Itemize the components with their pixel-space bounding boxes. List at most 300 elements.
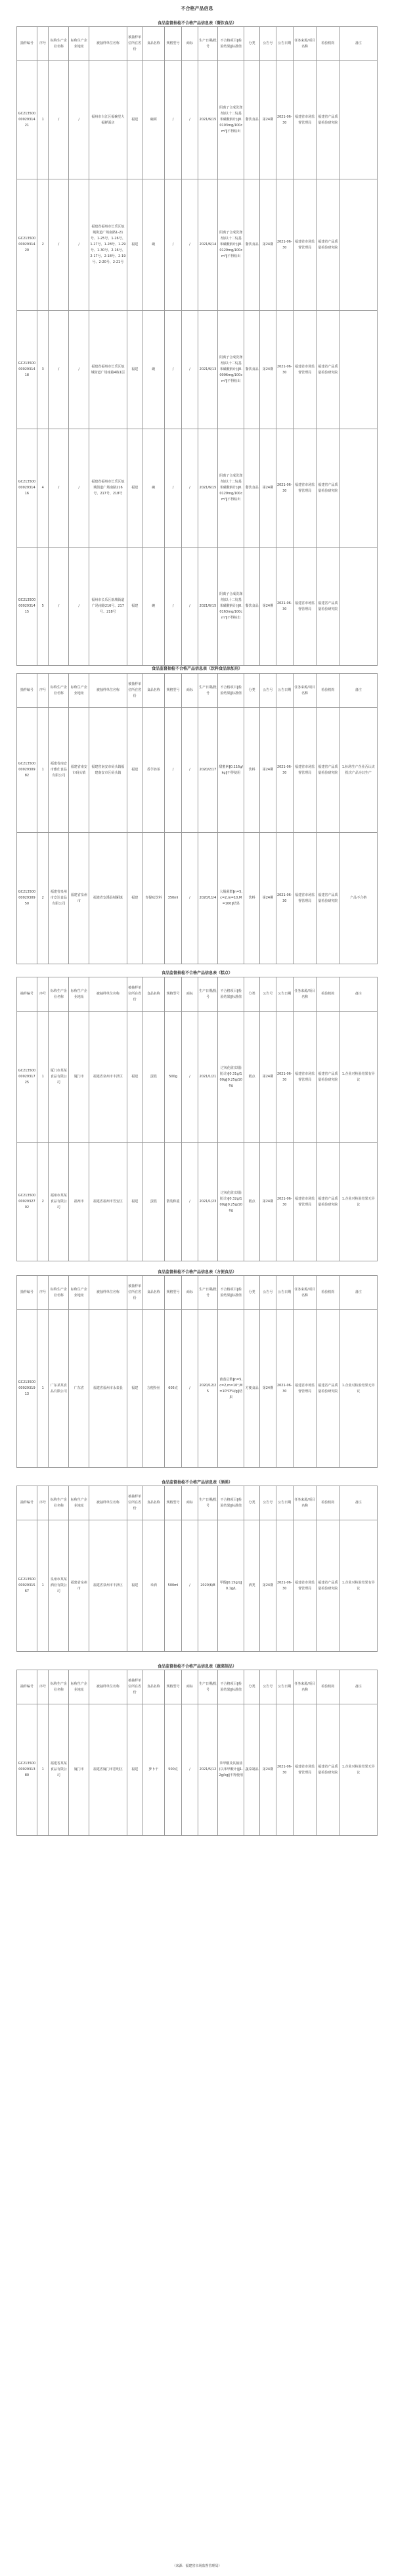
table-header-row [17,1486,378,1520]
column-header: 被抽样单位名称 [89,1670,127,1704]
table-header-row [17,977,378,1012]
table-cell: 2021/1/23 [198,1143,218,1261]
column-header: 被抽样单位所在省份 [127,674,142,708]
table-cell: 1 [37,1012,49,1143]
table-cell: / [164,548,181,666]
table-cell: 蛋糕 [142,1143,164,1261]
section-title: 食品监督抽检不合格产品信息表（饮料食品添加剂） [151,667,242,671]
table-row [17,708,378,833]
column-header: 检验机构 [317,977,339,1012]
table-cell: 2021/6/15 [198,548,218,666]
table-cell: 饮料 [244,708,260,833]
column-header: 被抽样单位名称 [89,27,127,61]
table-cell: 福建省市场监督管理局 [294,61,317,179]
table-cell: 福建省产品质量检验研究院 [317,1143,339,1261]
table-cell: / [164,429,181,548]
column-header: 检验机构 [317,1276,339,1310]
column-header: 分类 [244,1276,260,1310]
section-title: 食品监督抽检不合格产品信息表（方便食品） [157,1270,236,1275]
table-cell: 第24期 [260,1310,276,1468]
column-header: 检验机构 [317,1670,339,1704]
column-header: 不合格项目‖检验结果‖标准值 [218,1486,244,1520]
table-cell: / [182,1012,198,1143]
table-cell: 4 [37,429,49,548]
table-cell: / [69,61,89,179]
table-cell: 福建省市场监督管理局 [294,429,317,548]
table-cell: 福建省产品质量检验研究院 [317,1704,339,1836]
table-cell: / [164,61,181,179]
table-cell: / [69,311,89,429]
table-row [17,1310,378,1468]
column-header: 备注 [339,1670,377,1704]
table-cell: 餐饮食品 [244,548,260,666]
table-cell [339,548,377,666]
table-cell: 大肠菌群‖n=5,c=2,m=10,M=100‖结果 [218,833,244,964]
table-cell: 1 [37,1520,49,1652]
table-cell: 第24期 [260,1704,276,1836]
column-header: 标称生产企业地址 [69,674,89,708]
table-cell: 广东某某食品有限公司 [49,1310,69,1468]
table-cell: 2020/2/17 [198,708,218,833]
table-cell: 福建 [127,311,142,429]
table-cell: 2021-06-30 [276,1704,293,1836]
column-header: 分类 [244,1670,260,1704]
column-header: 任务来源/项目名称 [294,1276,317,1310]
section-title: 食品监督抽检不合格产品信息表（蔬菜制品） [157,1664,236,1669]
table-cell: 厦门市 [69,1012,89,1143]
table-cell: 福建省产品质量检验研究院 [317,548,339,666]
table-cell: 碗 [142,429,164,548]
footer-source: （来源：福建省市场监督管理局） [172,2564,222,2568]
table-cell: 菌落总数‖n=5,c=2,m=10⁴,M=10⁵CFU/g‖结果 [218,1310,244,1468]
column-header: 任务来源/项目名称 [294,977,317,1012]
table-cell: 福建 [127,1310,142,1468]
table-cell: 米酒 [142,1520,164,1652]
table-cell: 福建 [127,61,142,179]
table-cell: 萝卜干 [142,1704,164,1836]
column-header: 公告号 [260,1276,276,1310]
column-header: 序号 [37,977,49,1012]
table-cell: 2021/1/21 [198,1012,218,1143]
column-header: 不合格项目‖检验结果‖标准值 [218,27,244,61]
table-cell [339,61,377,179]
table-cell: 2021-06-30 [276,548,293,666]
column-header: 被抽样单位名称 [89,1276,127,1310]
table-cell: 福建省产品质量检验研究院 [317,1012,339,1143]
table-cell: / [182,1520,198,1652]
column-header: 公告日期 [276,27,293,61]
table-cell: 1.企业对检验结果无异议 [339,1143,377,1261]
column-header: 公告日期 [276,977,293,1012]
table-cell: 福建省市场监督管理局 [294,548,317,666]
table-cell: 福建省产品质量检验研究院 [317,833,339,964]
column-header: 序号 [37,1276,49,1310]
column-header: 备注 [339,977,377,1012]
table-cell: 福建 [127,1520,142,1652]
results-table [16,26,378,666]
table-cell: GC21350000029314 20 [17,179,37,311]
table-cell: 福建 [127,1704,142,1836]
table-cell: 2021-06-30 [276,1310,293,1468]
table-row [17,179,378,311]
table-cell: 福建省市场监督管理局 [294,708,317,833]
column-header: 序号 [37,27,49,61]
table-cell: 福建省福州市永泰县 [89,1310,127,1468]
table-cell: 散装称重 [164,1143,181,1261]
column-header: 商标 [182,674,198,708]
section-title: 食品监督抽检不合格产品信息表（糕点） [161,971,232,975]
table-cell: 广东省 [69,1310,89,1468]
column-header: 不合格项目‖检验结果‖标准值 [218,1670,244,1704]
table-cell: 方便食品 [244,1310,260,1468]
table-cell: / [182,429,198,548]
table-cell: 福建省市场监督管理局 [294,179,317,311]
table-cell: 苯甲酸及其钠盐(以苯甲酸计)‖1.2g/kg‖不得使用 [218,1704,244,1836]
table-cell: 2021-06-30 [276,833,293,964]
table-cell: 第24期 [260,708,276,833]
column-header: 食品名称 [142,1670,164,1704]
table-cell: / [182,833,198,964]
table-cell: GC21350000029314 21 [17,61,37,179]
column-header: 生产日期/批号 [198,1276,218,1310]
table-cell: / [182,179,198,311]
column-header: 抽样编号 [17,674,37,708]
table-row [17,1143,378,1261]
column-header: 不合格项目‖检验结果‖标准值 [218,977,244,1012]
table-cell: 第24期 [260,1520,276,1652]
column-header: 食品名称 [142,1486,164,1520]
column-header: 抽样编号 [17,977,37,1012]
table-cell: / [182,1704,198,1836]
table-cell: / [164,179,181,311]
table-row [17,61,378,179]
table-cell: 2021/6/15 [198,429,218,548]
table-cell: 第24期 [260,179,276,311]
table-cell: 厦门市 [69,1704,89,1836]
column-header: 规格型号 [164,977,181,1012]
column-header: 标称生产企业名称 [49,1276,69,1310]
table-cell: 阴离子合成洗涤剂(以十二烷基苯磺酸钠计)‖0.0129mg/100cm²‖不得检出 [218,429,244,548]
table-cell: 福建省市场监督管理局 [294,833,317,964]
table-cell: 福建省安溪县城厢镇 [89,833,127,964]
column-header: 规格型号 [164,27,181,61]
page-title: 不合格产品信息 [181,6,213,11]
table-cell: / [182,1143,198,1261]
table-cell: GC21350000029315 67 [17,1520,37,1652]
table-cell: 阴离子合成洗涤剂(以十二烷基苯磺酸钠计)‖0.0103mg/100cm²‖不得检出 [218,61,244,179]
table-cell: 2020/12/25 [198,1310,218,1468]
results-table [16,1275,378,1468]
table-cell: / [69,179,89,311]
table-cell: 福建省某某食品有限公司 [49,1704,69,1836]
table-cell: / [182,1310,198,1468]
column-header: 序号 [37,674,49,708]
table-cell: 1.企业对检验结果无异议 [339,1310,377,1468]
table-cell: 餐饮食品 [244,311,260,429]
table-header-row [17,1670,378,1704]
section-title: 食品监督抽检不合格产品信息表（餐饮食品） [157,21,236,26]
table-cell: 厦门市某某食品有限公司 [49,1012,69,1143]
column-header: 食品名称 [142,1276,164,1310]
table-cell: / [49,311,69,429]
table-header-row [17,1276,378,1310]
table-cell: 碗 [142,311,164,429]
column-header: 规格型号 [164,1276,181,1310]
column-header: 商标 [182,1670,198,1704]
column-header: 抽样编号 [17,1486,37,1520]
table-cell: 饮料 [244,833,260,964]
table-cell: 福建 [127,833,142,964]
table-cell [339,429,377,548]
table-cell: 香芋奶茶 [142,708,164,833]
column-header: 抽样编号 [17,27,37,61]
table-row [17,1704,378,1836]
table-cell: 福建省市场监督管理局 [294,1012,317,1143]
table-cell: 福建省市场监督管理局 [294,1310,317,1468]
table-cell [339,311,377,429]
column-header: 公告号 [260,674,276,708]
results-table [16,1670,378,1836]
table-cell: GC21350000029317 25 [17,1012,37,1143]
column-header: 备注 [339,1276,377,1310]
table-cell: 1 [37,708,49,833]
table-cell: 500克 [164,1704,181,1836]
table-cell: GC21350000029319 13 [17,1310,37,1468]
column-header: 生产日期/批号 [198,1486,218,1520]
table-cell: 2021/6/14 [198,179,218,311]
table-cell: 福建省市场监督管理局 [294,1520,317,1652]
table-cell: / [49,429,69,548]
table-cell: / [69,548,89,666]
table-cell: 1.企业对检验结果无异议 [339,1704,377,1836]
column-header: 公告号 [260,1486,276,1520]
column-header: 抽样编号 [17,1276,37,1310]
table-cell: GC21350000029314 18 [17,311,37,429]
column-header: 规格型号 [164,1670,181,1704]
column-header: 被抽样单位所在省份 [127,1670,142,1704]
table-cell: 福建省厦门市思明区 [89,1704,127,1836]
table-cell: 500g [164,1012,181,1143]
column-header: 被抽样单位所在省份 [127,27,142,61]
table-cell: 福建省南安市雅仕食品有限公司 [49,708,69,833]
table-cell: 福建 [127,548,142,666]
table-cell: 福建省产品质量检验研究院 [317,61,339,179]
table-cell: 福建省产品质量检验研究院 [317,1520,339,1652]
table-cell: 2021/5/12 [198,1704,218,1836]
column-header: 备注 [339,27,377,61]
column-header: 任务来源/项目名称 [294,27,317,61]
table-cell: GC21350000029314 15 [17,548,37,666]
table-cell: 碗 [142,179,164,311]
table-cell: 福建省福州市长乐区航城街道广场南路4栋1层 [89,311,127,429]
column-header: 标称生产企业地址 [69,1276,89,1310]
table-cell: 福建省产品质量检验研究院 [317,179,339,311]
table-cell: 福建 [127,1143,142,1261]
table-cell: 福建 [127,429,142,548]
table-cell: GC21350000029327 02 [17,1143,37,1261]
table-cell: 2021-06-30 [276,311,293,429]
table-cell [339,179,377,311]
table-row [17,429,378,548]
table-cell: 2 [37,833,49,964]
table-cell: / [164,708,181,833]
table-row [17,833,378,964]
column-header: 商标 [182,1486,198,1520]
table-cell: 2020/11/4 [198,833,218,964]
table-row [17,1012,378,1143]
column-header: 抽样编号 [17,1670,37,1704]
column-header: 标称生产企业名称 [49,977,69,1012]
column-header: 标称生产企业地址 [69,1670,89,1704]
column-header: 公告号 [260,977,276,1012]
column-header: 任务来源/项目名称 [294,674,317,708]
table-cell: 泉州市某某酒业有限公司 [49,1520,69,1652]
table-cell: 福建省产品质量检验研究院 [317,311,339,429]
table-cell: GC21350000029309 82 [17,708,37,833]
column-header: 标称生产企业名称 [49,674,69,708]
table-cell: 福建省泉州市丰泽区 [89,1012,127,1143]
table-cell: 2021-06-30 [276,708,293,833]
table-cell: 3 [37,311,49,429]
table-cell: 酒类 [244,1520,260,1652]
column-header: 检验机构 [317,674,339,708]
table-cell: 第24期 [260,311,276,429]
table-cell: 1 [37,1310,49,1468]
column-header: 规格型号 [164,1486,181,1520]
table-cell: 福建省市场监督管理局 [294,1704,317,1836]
column-header: 任务来源/项目名称 [294,1670,317,1704]
column-header: 公告日期 [276,1670,293,1704]
table-cell: 福建 [127,179,142,311]
table-cell: 餐饮食品 [244,61,260,179]
column-header: 标称生产企业名称 [49,1486,69,1520]
column-header: 公告日期 [276,1276,293,1310]
table-cell: 福州市某某食品有限公司 [49,1143,69,1261]
column-header: 被抽样单位所在省份 [127,977,142,1012]
table-cell: 糕点 [244,1143,260,1261]
table-cell: 福建省福州市长乐区航城街道广场南路1-21号、1-25号、1-26号、1-27号、1-28号、1-29号、1-30号、2-16号、2-17号、2-18号、2-19号、2-20号、2-21号 [89,179,127,311]
table-cell: 第24期 [260,1012,276,1143]
table-cell: 2021-06-30 [276,1012,293,1143]
table-cell: 2021/6/15 [198,61,218,179]
column-header: 标称生产企业地址 [69,27,89,61]
table-cell: 阴离子合成洗涤剂(以十二烷基苯磺酸钠计)‖0.0096mg/100cm²‖不得检出 [218,311,244,429]
table-cell: 福建省市场监督管理局 [294,311,317,429]
column-header: 被抽样单位名称 [89,1486,127,1520]
column-header: 食品名称 [142,674,164,708]
table-cell: 福建 [127,708,142,833]
column-header: 公告日期 [276,1486,293,1520]
table-cell: 5 [37,548,49,666]
table-cell: 产品不合格 [339,833,377,964]
results-table [16,1486,378,1652]
table-cell: 过氧化值(以脂肪计)‖0.32g/100g‖0.25g/100g [218,1143,244,1261]
table-cell: 甲醇‖0.15g/L‖0.1g/L [218,1520,244,1652]
table-cell: 福建省产品质量检验研究院 [317,1310,339,1468]
table-cell: 2 [37,179,49,311]
table-cell: 碗面 [142,61,164,179]
table-cell: / [69,429,89,548]
table-cell: / [182,548,198,666]
table-cell: 2021-06-30 [276,1520,293,1652]
column-header: 被抽样单位名称 [89,977,127,1012]
column-header: 不合格项目‖检验结果‖标准值 [218,674,244,708]
table-cell: 第24期 [260,548,276,666]
table-cell: 第24期 [260,833,276,964]
table-cell: 福州市长乐区航城街道广场南路216号、217号、218号 [89,548,127,666]
table-cell: / [182,311,198,429]
table-cell: 过氧化值(以脂肪计)‖0.31g/100g‖0.25g/100g [218,1012,244,1143]
table-cell: / [49,548,69,666]
table-cell: 福建省泉州市 [69,1520,89,1652]
table-cell: 青提味饮料 [142,833,164,964]
table-cell: 方便粉丝 [142,1310,164,1468]
column-header: 食品名称 [142,977,164,1012]
column-header: 公告号 [260,27,276,61]
column-header: 任务来源/项目名称 [294,1486,317,1520]
table-cell: 蔬菜制品 [244,1704,260,1836]
table-cell: 福建省产品质量检验研究院 [317,429,339,548]
table-cell: 福州市台江区福碗堂大福鲜面店 [89,61,127,179]
column-header: 被抽样单位所在省份 [127,1486,142,1520]
results-table [16,673,378,964]
table-cell: 2 [37,1143,49,1261]
table-header-row [17,674,378,708]
table-cell: GC21350000029313 80 [17,1704,37,1836]
column-header: 被抽样单位所在省份 [127,1276,142,1310]
table-row [17,1520,378,1652]
column-header: 公告日期 [276,674,293,708]
table-cell: 2021-06-30 [276,429,293,548]
column-header: 生产日期/批号 [198,27,218,61]
column-header: 分类 [244,977,260,1012]
table-cell: 福建省泉州市安达食品有限公司 [49,833,69,964]
table-cell: 350ml [164,833,181,964]
column-header: 公告号 [260,1670,276,1704]
column-header: 分类 [244,1486,260,1520]
table-cell: 2021-06-30 [276,179,293,311]
table-cell: 碗 [142,548,164,666]
table-cell: / [182,708,198,833]
table-cell: 1 [37,1704,49,1836]
column-header: 生产日期/批号 [198,674,218,708]
column-header: 生产日期/批号 [198,977,218,1012]
table-cell: / [164,311,181,429]
column-header: 序号 [37,1670,49,1704]
table-cell: 糕点 [244,1012,260,1143]
column-header: 规格型号 [164,674,181,708]
column-header: 标称生产企业名称 [49,27,69,61]
table-row [17,311,378,429]
column-header: 商标 [182,27,198,61]
column-header: 生产日期/批号 [198,1670,218,1704]
section-title: 食品监督抽检不合格产品信息表（酒类） [161,1480,232,1485]
column-header: 分类 [244,674,260,708]
column-header: 备注 [339,1486,377,1520]
table-cell: 第24期 [260,1143,276,1261]
column-header: 检验机构 [317,1486,339,1520]
table-cell: 1.标称生产企业否认该批次产品为其生产 [339,708,377,833]
table-cell: 餐饮食品 [244,179,260,311]
column-header: 食品名称 [142,27,164,61]
table-cell: 福州市 [69,1143,89,1261]
results-table [16,977,378,1261]
table-cell: 2021/6/13 [198,311,218,429]
column-header: 标称生产企业地址 [69,977,89,1012]
column-header: 不合格项目‖检验结果‖标准值 [218,1276,244,1310]
column-header: 分类 [244,27,260,61]
table-cell: / [49,61,69,179]
